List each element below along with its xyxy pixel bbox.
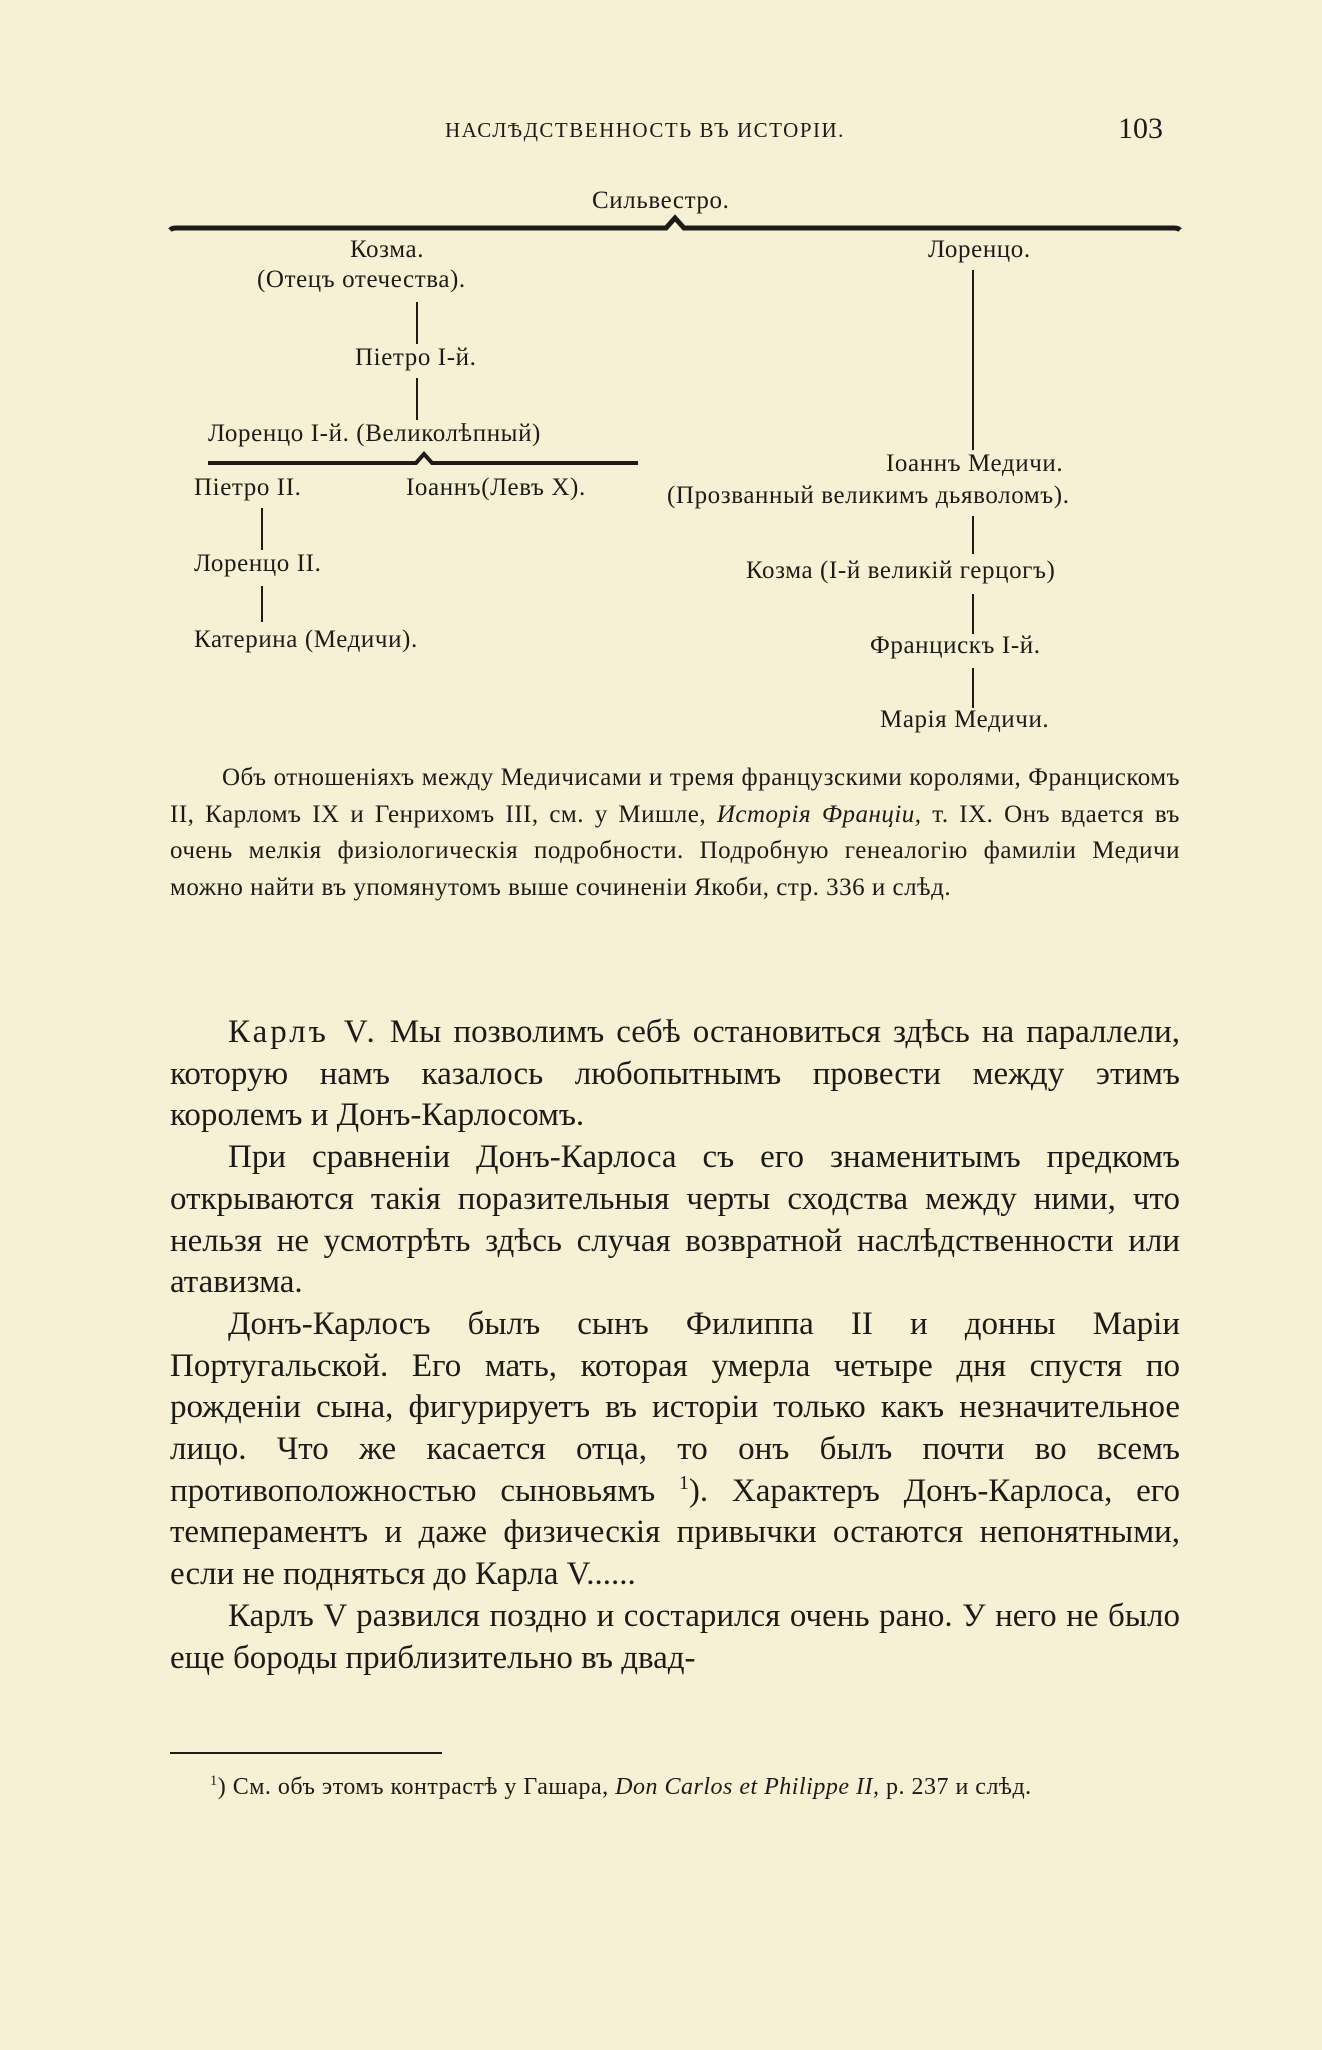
paragraph-1-text: Мы позволимъ себѣ остановиться здѣсь на параллели, которую намъ казалось любопытнымъ провести между этимъ королемъ и Донъ-Карлосомъ.	[170, 1014, 1180, 1134]
gen-lorenzo-2: Лоренцо II.	[194, 550, 322, 577]
gen-kozma: Козма.	[350, 236, 425, 263]
gen-line	[972, 270, 974, 450]
gen-maria: Марія Медичи.	[880, 706, 1050, 733]
note-text-1: Объ отношеніяхъ между Медичисами и тремя французскими королями, Францискомъ II, Карломъ IX и Генрихомъ III, см. у Мишле,	[170, 764, 1180, 828]
gen-kozma-duke: Козма (I-й великій герцогъ)	[746, 557, 1056, 584]
gen-root-silvestro: Сильвестро.	[592, 187, 730, 214]
footnote	[170, 1768, 1180, 1806]
genealogy-note	[170, 760, 1180, 906]
paragraph-3	[170, 1304, 1180, 1596]
paragraph-1	[170, 1012, 1180, 1137]
gen-line	[261, 508, 263, 550]
gen-line	[972, 516, 974, 554]
gen-line	[972, 594, 974, 634]
running-title: НАСЛѢДСТВЕННОСТЬ ВЪ ИСТОРІИ.	[445, 118, 845, 142]
gen-pietro-2: Піетро II.	[194, 474, 302, 501]
gen-katerina: Катерина (Медичи).	[194, 626, 418, 653]
carl-v-heading: Карлъ V.	[228, 1014, 378, 1050]
paragraph-4: Карлъ V развился поздно и состарился очень рано. У него не было еще бороды приблизительно въ двад-	[170, 1597, 1180, 1676]
gen-line	[972, 668, 974, 708]
main-text	[170, 1012, 1180, 1679]
paragraph-2: При сравненіи Донъ-Карлоса съ его знаменитымъ предкомъ открываются такія поразительныя черты сходства между ними, что нельзя не усмотрѣть здѣсь случая возвратной наслѣдственности или атавизма.	[170, 1139, 1180, 1301]
gen-ioann-medici: Іоаннъ Медичи.	[886, 450, 1064, 477]
top-brace	[170, 216, 1180, 236]
gen-ioann-title: (Прозванный великимъ дьяволомъ).	[667, 482, 1070, 509]
gen-line	[416, 302, 418, 344]
gen-lorenzo: Лоренцо.	[928, 236, 1031, 263]
note-text-2: т. IX. Онъ вдается въ очень мелкія физіологическія подробности. Подробную генеалогію фамиліи Медичи можно найти въ упомянутомъ выше сочиненіи Якоби, стр. 336 и слѣд.	[170, 800, 1180, 901]
gen-line	[261, 586, 263, 622]
gen-francisk: Францискъ I-й.	[870, 632, 1041, 659]
gen-lorenzo-1: Лоренцо I-й. (Великолѣпный)	[208, 420, 541, 447]
note-book-title: Исторія Франціи,	[716, 800, 922, 828]
gen-kozma-title: (Отецъ отечества).	[257, 266, 466, 293]
page-number: 103	[1118, 112, 1163, 145]
footnote-divider	[170, 1752, 442, 1754]
footnote-book-title: Don Carlos et Philippe II,	[615, 1774, 880, 1800]
footnote-text-1: ) См. объ этомъ контрастѣ у Гашара,	[217, 1774, 616, 1800]
paragraph-3-text-1: Донъ-Карлосъ былъ сынъ Филиппа II и донны Маріи Португальской. Его мать, которая умерла четыре дня спустя по рожденіи сына, фигурируетъ въ исторіи только какъ незначительное лицо. Что же касается отца, то онъ былъ почти во всемъ противоположностью сыновьямъ	[170, 1305, 1180, 1509]
gen-line	[416, 378, 418, 420]
left-brace	[208, 452, 638, 468]
gen-pietro-1: Піетро I-й.	[355, 344, 477, 371]
footnote-text-2: p. 237 и слѣд.	[879, 1774, 1032, 1800]
footnote-reference: 1	[678, 1471, 689, 1494]
paragraph-3-text-2: ). Характеръ Донъ-Карлоса, его темпераментъ и даже физическія привычки остаются непонятными, если не подняться до Карла V......	[170, 1472, 1181, 1593]
footnote-mark: 1	[210, 1773, 218, 1789]
gen-ioann-lev: Іоаннъ(Левъ X).	[406, 474, 586, 501]
